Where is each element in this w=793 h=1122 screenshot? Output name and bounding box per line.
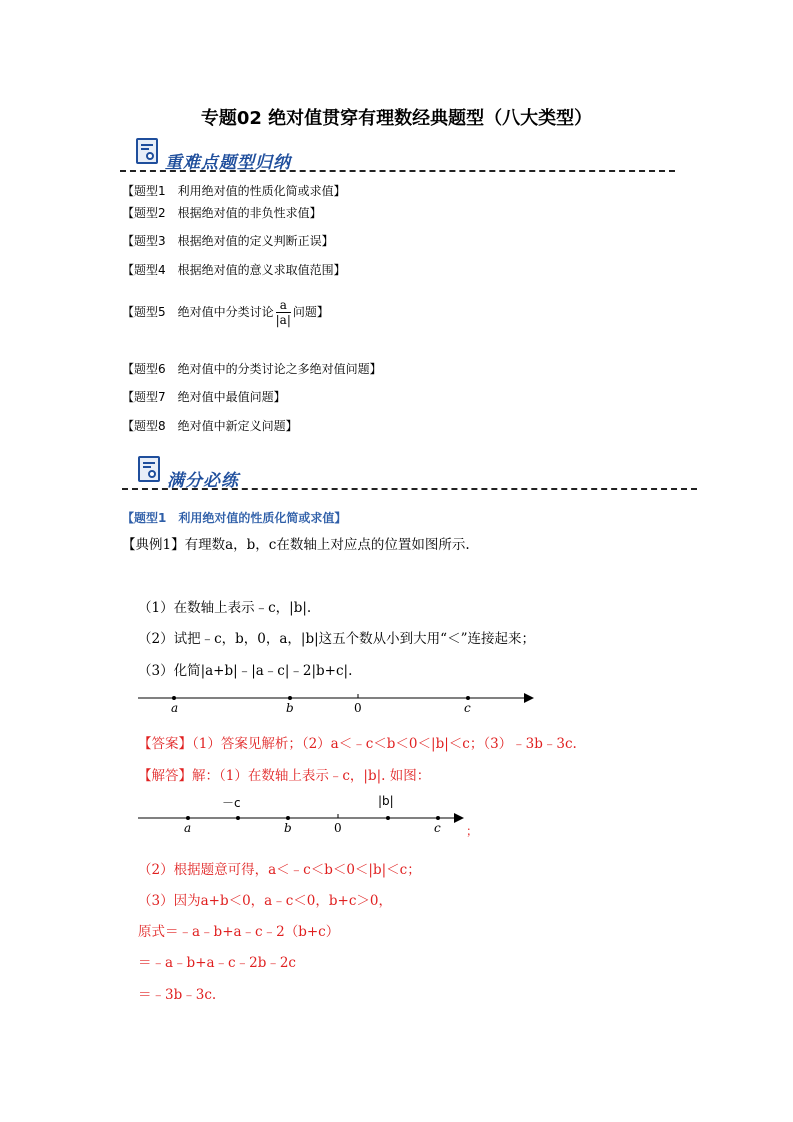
point-label-neg-c: －c <box>222 796 241 810</box>
solution <box>138 764 430 784</box>
point-label-a: a <box>184 821 192 835</box>
answer <box>138 732 577 752</box>
point-label-zero: 0 <box>334 821 342 835</box>
question-2: （2）试把﹣c，b，0，a，|b|这五个数从小到大用“＜”连接起来； <box>138 631 535 647</box>
solution-line-2: ＝﹣a﹣b+a﹣c﹣2b﹣2c <box>138 955 296 971</box>
toc-item-2[interactable]: 【题型2 根据绝对值的非负性求值】 <box>122 206 322 220</box>
section-heading: 满分必练 <box>167 471 239 491</box>
point-label-a: a <box>171 701 179 715</box>
point-label-b: b <box>284 821 292 835</box>
example-intro: 【典例1】有理数a，b，c在数轴上对应点的位置如图所示. <box>122 537 470 553</box>
number-line <box>136 688 536 718</box>
solution-tag: 【解答】 <box>138 768 192 784</box>
toc-item-6[interactable]: 【题型6 绝对值中的分类讨论之多绝对值问题】 <box>122 362 382 376</box>
point-label-zero: 0 <box>354 701 362 715</box>
toc-item-1[interactable]: 【题型1 利用绝对值的性质化简或求值】 <box>122 184 346 198</box>
page-title: 专题02 绝对值贯穿有理数经典题型（八大类型） <box>200 108 593 129</box>
point-label-c: c <box>464 701 471 715</box>
toc-item-5-prefix: 【题型5 绝对值中分类讨论 <box>122 305 274 319</box>
solution-step-2: （2）根据题意可得，a＜﹣c＜b＜0＜|b|＜c； <box>138 862 421 878</box>
point-label-b: b <box>286 701 294 715</box>
toc-item-3[interactable]: 【题型3 根据绝对值的定义判断正误】 <box>122 234 334 248</box>
toc-item-4[interactable]: 【题型4 根据绝对值的意义求取值范围】 <box>122 263 346 277</box>
fraction-numerator: a <box>276 298 291 313</box>
dashed-divider <box>120 170 675 172</box>
solution-line-3: ＝﹣3b﹣3c. <box>138 987 217 1003</box>
document-icon <box>136 138 158 164</box>
point-label-c: c <box>434 821 441 835</box>
solution-line-1: 原式＝﹣a﹣b+a﹣c﹣2（b+c） <box>138 924 340 940</box>
number-line-solution <box>136 792 479 842</box>
point-label-abs-b: |b| <box>378 794 394 808</box>
section-heading: 重难点题型归纳 <box>165 153 291 173</box>
fraction <box>276 298 291 327</box>
question-3: （3）化简|a+b|﹣|a﹣c|﹣2|b+c|. <box>138 663 353 679</box>
toc-item-7[interactable]: 【题型7 绝对值中最值问题】 <box>122 390 286 404</box>
toc-item-5-suffix: 问题】 <box>292 305 329 319</box>
solution-step-3: （3）因为a+b＜0，a﹣c＜0，b+c＞0， <box>138 893 392 909</box>
toc-item-5[interactable] <box>122 298 329 327</box>
type-heading: 【题型1 利用绝对值的性质化简或求值】 <box>122 511 347 525</box>
document-icon <box>138 456 160 482</box>
answer-tag: 【答案】 <box>138 736 192 752</box>
question-1: （1）在数轴上表示﹣c，|b|. <box>138 600 312 616</box>
dashed-divider <box>122 488 697 490</box>
trailing-semicolon: ； <box>466 824 479 838</box>
solution-text: 解：（1）在数轴上表示﹣c，|b|. 如图： <box>192 768 431 784</box>
toc-item-8[interactable]: 【题型8 绝对值中新定义问题】 <box>122 419 298 433</box>
fraction-denominator: |a| <box>275 313 291 327</box>
answer-text: （1）答案见解析；（2）a＜﹣c＜b＜0＜|b|＜c；（3）﹣3b﹣3c. <box>192 736 577 752</box>
